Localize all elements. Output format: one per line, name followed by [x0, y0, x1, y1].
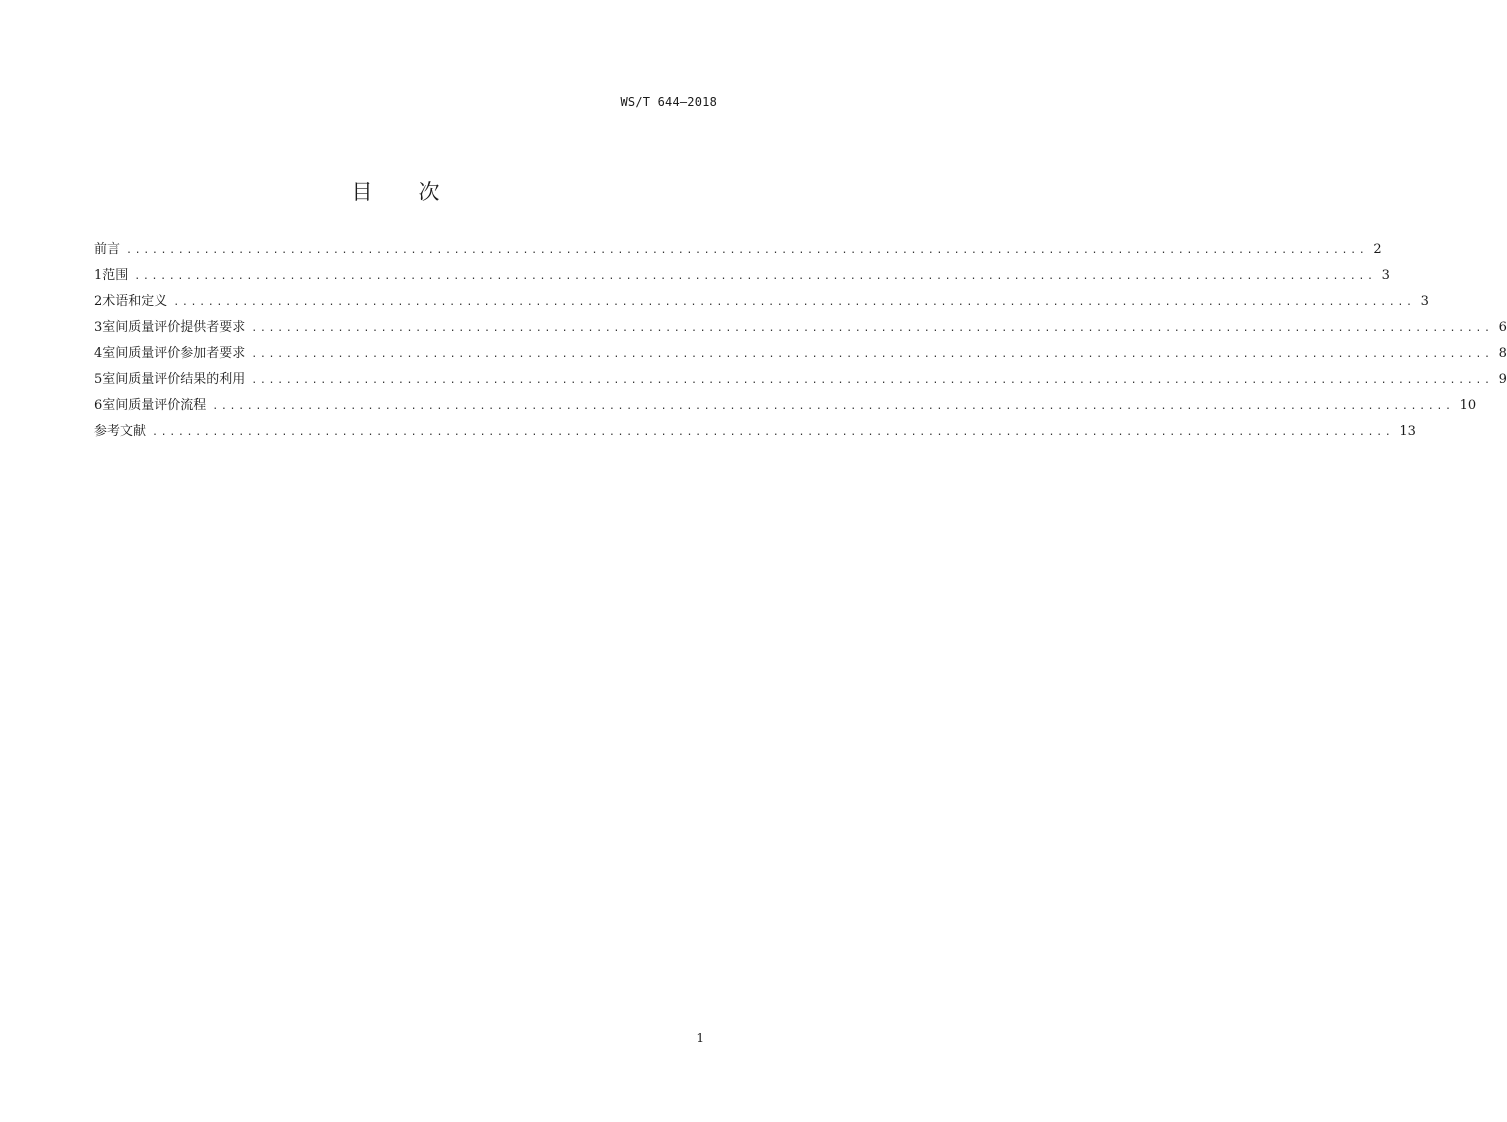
toc-leader-dots: ................................................................................................................................................: [126, 245, 1368, 256]
toc-entry-page: 2: [1373, 242, 1382, 257]
toc-entry-number: 3: [94, 320, 103, 335]
toc-entry-number: 1: [94, 268, 103, 283]
toc-entry-number: 4: [94, 346, 103, 361]
toc-entry-scope[interactable]: [94, 263, 1390, 289]
table-of-contents: [94, 237, 1507, 445]
toc-leader-dots: ................................................................................................................................................: [212, 401, 1454, 412]
toc-leader-dots: ................................................................................................................................................: [152, 427, 1394, 438]
toc-leader-dots: ................................................................................................................................................: [251, 349, 1493, 360]
toc-entry-label: 范围: [102, 268, 129, 283]
toc-entry-process[interactable]: [94, 393, 1477, 419]
toc-entry-terms[interactable]: [94, 289, 1429, 315]
toc-entry-page: 10: [1459, 398, 1477, 413]
toc-entry-participant-requirements[interactable]: [94, 341, 1507, 367]
toc-entry-label: 室间质量评价结果的利用: [102, 372, 246, 387]
toc-entry-results-use[interactable]: [94, 367, 1507, 393]
toc-entry-number: 5: [94, 372, 103, 387]
toc-entry-page: 6: [1498, 320, 1507, 335]
toc-leader-dots: ................................................................................................................................................: [134, 271, 1376, 282]
toc-entry-number: 6: [94, 398, 103, 413]
toc-entry-label: 术语和定义: [102, 294, 168, 309]
toc-entry-label: 参考文献: [94, 424, 147, 439]
toc-entry-foreword[interactable]: [94, 237, 1382, 263]
page-number: 1: [696, 1031, 704, 1045]
toc-entry-label: 室间质量评价提供者要求: [102, 320, 246, 335]
toc-leader-dots: ................................................................................................................................................: [251, 323, 1493, 334]
page-title: [0, 176, 793, 206]
toc-leader-dots: ................................................................................................................................................: [251, 375, 1493, 386]
toc-entry-number: 2: [94, 294, 103, 309]
toc-entry-page: 13: [1399, 424, 1416, 439]
toc-entry-label: 室间质量评价流程: [102, 398, 207, 413]
toc-entry-page: 9: [1498, 372, 1507, 387]
toc-leader-dots: ................................................................................................................................................: [173, 297, 1415, 308]
toc-entry-label: 前言: [94, 242, 121, 257]
standard-code: WS/T 644—2018: [620, 95, 717, 109]
toc-entry-page: 3: [1420, 294, 1429, 309]
toc-entry-references[interactable]: [94, 419, 1416, 445]
title-char-1: 目: [351, 180, 375, 204]
toc-entry-provider-requirements[interactable]: [94, 315, 1507, 341]
title-char-2: 次: [418, 180, 442, 204]
toc-entry-page: 3: [1381, 268, 1390, 283]
toc-entry-page: 8: [1498, 346, 1507, 361]
toc-entry-label: 室间质量评价参加者要求: [102, 346, 246, 361]
